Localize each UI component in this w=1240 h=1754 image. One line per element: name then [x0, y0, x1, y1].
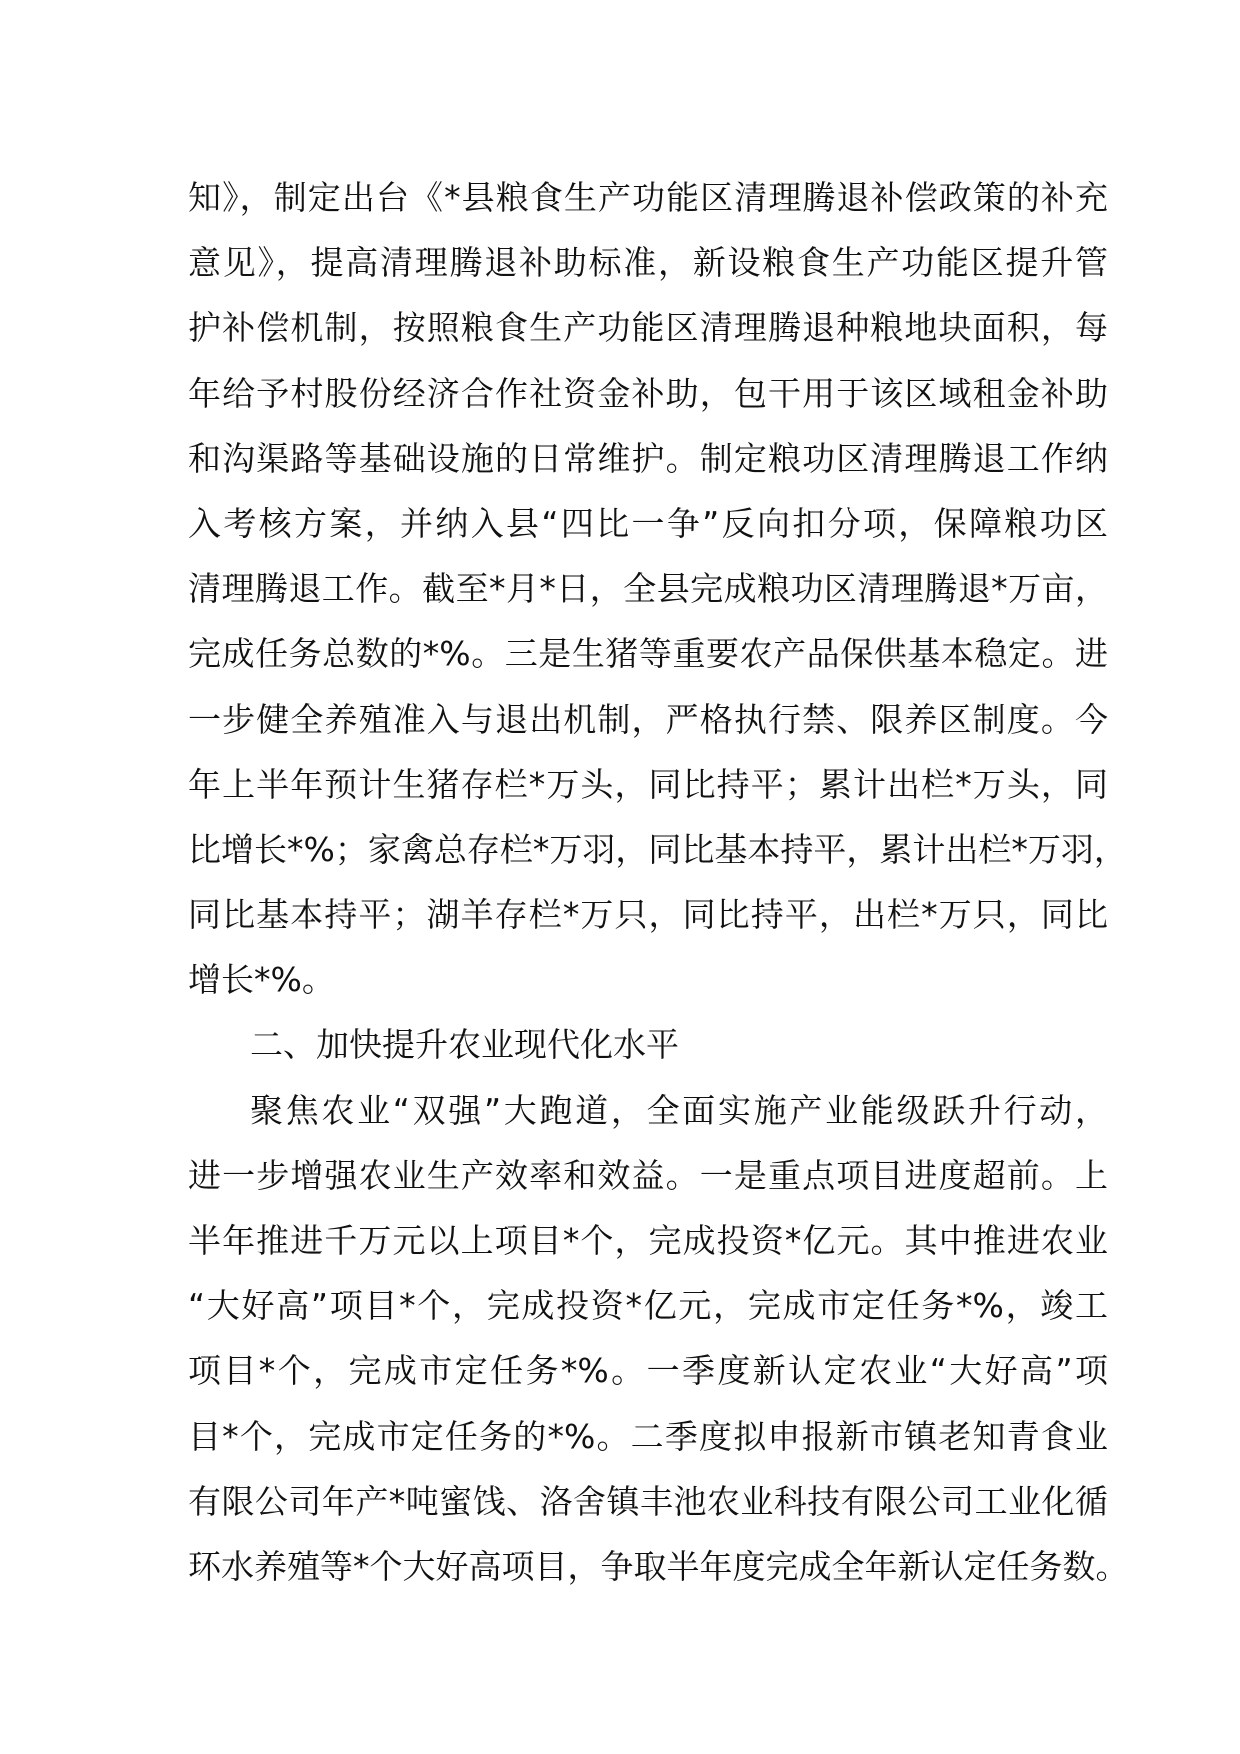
text-line: 意见》，提高清理腾退补助标准，新设粮食生产功能区提升管 — [188, 243, 1108, 283]
text-line: 完成任务总数的*%。三是生猪等重要农产品保供基本稳定。进 — [188, 634, 1108, 674]
text-line: 目*个，完成市定任务的*%。二季度拟申报新市镇老知青食业 — [188, 1416, 1108, 1456]
text-line: 项目*个，完成市定任务*%。一季度新认定农业“大好高”项 — [188, 1351, 1108, 1391]
text-line: 知》，制定出台《*县粮食生产功能区清理腾退补偿政策的补充 — [188, 178, 1108, 217]
text-line: 同比基本持平；湖羊存栏*万只，同比持平，出栏*万只，同比 — [188, 895, 1108, 935]
text-line: 增长*%。 — [188, 960, 335, 1000]
text-line: “大好高”项目*个，完成投资*亿元，完成市定任务*%，竣工 — [188, 1286, 1108, 1326]
text-line: 进一步增强农业生产效率和效益。一是重点项目进度超前。上 — [188, 1155, 1108, 1195]
text-line: 入考核方案，并纳入县“四比一争”反向扣分项，保障粮功区 — [188, 503, 1108, 543]
text-line: 环水养殖等*个大好高项目，争取半年度完成全年新认定任务数。 — [188, 1546, 1129, 1586]
text-line: 比增长*%；家禽总存栏*万羽，同比基本持平，累计出栏*万羽， — [188, 829, 1127, 869]
text-line: 和沟渠路等基础设施的日常维护。制定粮功区清理腾退工作纳 — [188, 438, 1108, 478]
body-text — [188, 165, 1129, 1599]
heading-or-paragraph-start-line: 聚焦农业“双强”大跑道，全面实施产业能级跃升行动， — [250, 1090, 1108, 1130]
text-line: 半年推进千万元以上项目*个，完成投资*亿元。其中推进农业 — [188, 1221, 1108, 1260]
text-line: 年上半年预计生猪存栏*万头，同比持平；累计出栏*万头，同 — [188, 764, 1108, 804]
text-line: 年给予村股份经济合作社资金补助，包干用于该区域租金补助 — [188, 373, 1108, 413]
text-line: 护补偿机制，按照粮食生产功能区清理腾退种粮地块面积，每 — [188, 308, 1108, 348]
text-line: 清理腾退工作。截至*月*日，全县完成粮功区清理腾退*万亩， — [188, 569, 1108, 609]
text-line: 有限公司年产*吨蜜饯、洛舍镇丰池农业科技有限公司工业化循 — [188, 1481, 1108, 1521]
text-line: 一步健全养殖准入与退出机制，严格执行禁、限养区制度。今 — [188, 699, 1108, 739]
heading-or-paragraph-start-line: 二、加快提升农业现代化水平 — [250, 1025, 679, 1065]
